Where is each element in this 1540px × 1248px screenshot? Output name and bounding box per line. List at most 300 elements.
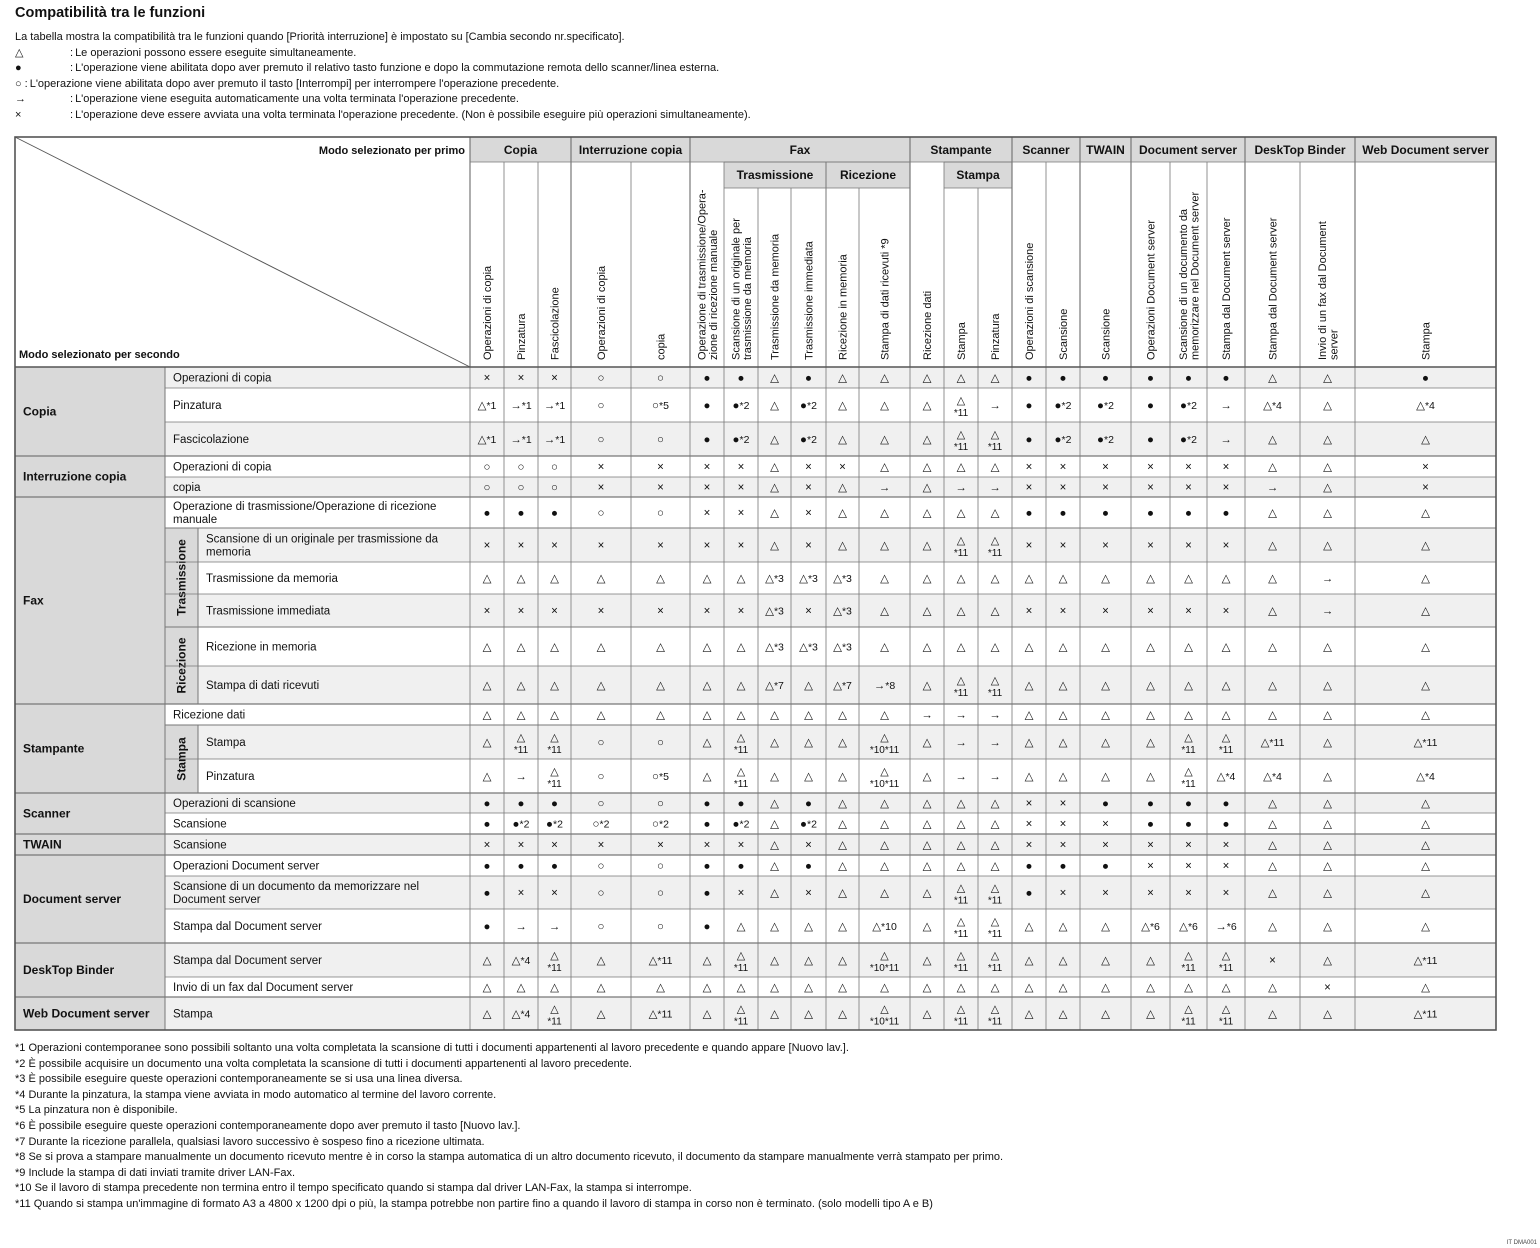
cell-symbol: △: [838, 372, 847, 385]
cell-symbol: →: [989, 400, 1001, 412]
cell-symbol: ○: [597, 400, 605, 412]
cell-symbol: →: [510, 400, 522, 412]
cell-symbol: △: [880, 605, 889, 618]
cell-symbol: △: [880, 950, 889, 962]
cell-symbol: △: [550, 950, 559, 962]
cell-symbol: △: [770, 434, 779, 446]
row-label: Document server: [173, 894, 261, 906]
cell-symbol: △: [922, 982, 932, 994]
cell-symbol: ×: [1147, 605, 1154, 618]
row-background: [165, 666, 1496, 704]
cell-note: *11: [733, 1016, 749, 1028]
cell-symbol: →: [921, 709, 933, 722]
cell-value: [1059, 710, 1069, 722]
cell-value: [1223, 840, 1230, 852]
cell-value: [1323, 888, 1333, 900]
cell-value: [1268, 606, 1278, 618]
cell-value: [1026, 540, 1033, 552]
cell-symbol: ●: [805, 860, 812, 873]
cell-symbol: →: [873, 680, 886, 692]
cell-value: [1223, 888, 1230, 900]
cell-value: [1215, 921, 1237, 933]
cell-symbol: △: [702, 709, 712, 722]
cell-value: [957, 798, 967, 810]
cell-note: *11: [987, 929, 1003, 940]
cell-symbol: △: [1141, 921, 1150, 933]
cell-symbol: △: [736, 766, 746, 778]
cell-symbol: ×: [737, 887, 745, 900]
cell-value: [1055, 400, 1072, 412]
cell-value: [957, 861, 967, 873]
row-label: Pinzatura: [173, 400, 222, 412]
cell-symbol: ●: [1097, 434, 1105, 446]
cell-symbol: ×: [805, 839, 812, 852]
cell-value: [1222, 573, 1232, 585]
cell-symbol: ●: [737, 798, 745, 810]
cell-symbol: ×: [1422, 482, 1429, 494]
cell-symbol: △: [1221, 641, 1231, 654]
cell-symbol: ○: [597, 507, 605, 520]
cell-value: [649, 955, 673, 967]
cell-symbol: △: [922, 680, 932, 692]
cell-value: [1025, 642, 1035, 654]
cell-symbol: ×: [1059, 482, 1067, 494]
cell-symbol: ×: [1059, 818, 1067, 831]
cell-value: [1414, 1009, 1438, 1021]
cell-value: [805, 373, 812, 385]
cell-symbol: ×: [805, 507, 812, 520]
cell-symbol: ●: [1059, 372, 1067, 385]
row-background: [165, 855, 1496, 876]
column-header: server: [1328, 329, 1341, 360]
cell-value: [551, 888, 558, 900]
cell-symbol: △: [736, 680, 746, 692]
cell-value: [1102, 462, 1109, 474]
cell-note: *4: [520, 955, 531, 967]
cell-value: [838, 710, 848, 722]
cell-value: [1102, 840, 1109, 852]
cell-value: [1323, 680, 1333, 692]
cell-symbol: △: [482, 1008, 492, 1021]
cell-value: [1097, 434, 1114, 446]
cell-value: [518, 462, 525, 474]
cell-value: [1323, 819, 1333, 831]
cell-symbol: ×: [703, 839, 711, 852]
cell-value: [598, 840, 605, 852]
cell-value: [799, 573, 818, 585]
cell-symbol: △: [770, 709, 779, 722]
cell-symbol: ×: [737, 461, 745, 474]
legend-symbol: →: [15, 93, 26, 105]
cell-symbol: △: [1024, 982, 1034, 994]
cell-note: *3: [807, 573, 818, 585]
cell-value: [704, 400, 711, 412]
cell-symbol: △: [1058, 921, 1068, 933]
cell-note: *11: [547, 779, 562, 790]
row-label: Stampa dal Document server: [173, 921, 322, 933]
cell-value: [1102, 798, 1109, 810]
cell-symbol: △: [596, 709, 606, 722]
cell-value: [704, 373, 711, 385]
cell-value: [1026, 462, 1033, 474]
cell-symbol: ×: [1059, 540, 1067, 552]
legend-separator: :: [70, 108, 74, 121]
cell-value: [1268, 888, 1278, 900]
column-group-header: Scanner: [1022, 143, 1070, 157]
cell-symbol: ×: [657, 482, 664, 494]
cell-note: *2: [1104, 400, 1114, 412]
cell-note: *11: [547, 745, 562, 756]
cell-symbol: △: [880, 798, 889, 810]
cell-value: [657, 508, 664, 520]
cell-symbol: ×: [1147, 540, 1154, 552]
cell-value: [1060, 482, 1067, 494]
cell-value: [804, 1009, 814, 1021]
cell-symbol: →: [989, 737, 1001, 749]
cell-value: [1223, 606, 1230, 618]
cell-note: *10: [881, 921, 897, 933]
cell-symbol: ●: [1222, 818, 1230, 831]
cell-note: *11: [953, 963, 969, 974]
cell-symbol: △: [1421, 921, 1430, 933]
cell-value: [1146, 642, 1156, 654]
cell-symbol: △: [1263, 771, 1272, 783]
cell-symbol: △: [956, 395, 966, 407]
cell-symbol: ×: [597, 461, 605, 474]
cell-symbol: ×: [1102, 482, 1109, 494]
cell-value: [880, 573, 890, 585]
cell-value: [1147, 462, 1154, 474]
cell-note: *3: [841, 605, 852, 618]
column-header: Pinzatura: [990, 313, 1002, 360]
cell-symbol: △: [702, 771, 712, 783]
cell-value: [833, 573, 852, 585]
cell-symbol: △: [922, 818, 932, 831]
cell-value: [770, 400, 780, 412]
cell-value: [1185, 798, 1192, 810]
cell-value: [703, 680, 713, 692]
cell-symbol: ○: [517, 461, 525, 474]
cell-symbol: ●: [483, 818, 491, 831]
cell-value: [804, 771, 814, 783]
cell-symbol: △: [1184, 680, 1193, 692]
cell-symbol: △: [1268, 605, 1277, 618]
cell-value: [1025, 955, 1035, 967]
cell-symbol: △: [1058, 573, 1068, 585]
cell-symbol: ○: [597, 737, 605, 749]
cell-symbol: ●: [1185, 818, 1192, 831]
cell-value: [804, 680, 814, 692]
column-header: Operazione di trasmissione/Opera-: [696, 189, 709, 360]
cell-symbol: →: [515, 771, 527, 783]
cell-symbol: △: [770, 540, 779, 552]
cell-value: [593, 819, 610, 831]
cell-symbol: △: [1058, 641, 1068, 654]
cell-value: [923, 606, 933, 618]
legend-symbol: △: [15, 46, 24, 59]
cell-symbol: ×: [657, 540, 664, 552]
row-background: [165, 997, 1496, 1030]
legend-symbol: ●: [15, 62, 22, 74]
cell-value: [551, 508, 558, 520]
cell-note: *5: [659, 771, 669, 783]
cell-value: [1147, 400, 1154, 412]
footnote: *3 È possibile eseguire queste operazioni contemporaneamente se si usa una linea diversa.: [15, 1073, 463, 1086]
cell-symbol: △: [880, 818, 889, 831]
cell-symbol: △: [838, 507, 847, 520]
cell-symbol: △: [1323, 540, 1332, 552]
cell-symbol: △: [1260, 737, 1270, 749]
column-header: Stampa: [956, 322, 968, 360]
cell-symbol: △: [838, 709, 847, 722]
cell-value: [517, 710, 527, 722]
cell-value: [838, 982, 848, 994]
cell-symbol: △: [482, 709, 492, 722]
cell-symbol: ●: [1102, 860, 1109, 873]
cell-value: [657, 462, 664, 474]
cell-value: [1025, 737, 1035, 749]
cell-value: [770, 434, 780, 446]
cell-symbol: △: [1146, 641, 1155, 654]
cell-value: [738, 861, 745, 873]
cell-symbol: △: [880, 887, 889, 900]
cell-symbol: △: [1268, 839, 1277, 852]
cell-symbol: ○: [657, 798, 664, 810]
cell-value: [1102, 606, 1109, 618]
cell-note: *11: [953, 548, 969, 559]
cell-note: *2: [739, 818, 750, 831]
column-header: Stampa: [1420, 322, 1433, 360]
cell-value: [738, 508, 745, 520]
cell-symbol: △: [922, 860, 932, 873]
cell-symbol: △: [648, 955, 658, 967]
cell-symbol: →: [955, 709, 967, 722]
cell-value: [1323, 798, 1333, 810]
cell-value: [1059, 737, 1069, 749]
cell-symbol: ×: [1025, 540, 1033, 552]
cell-note: *2: [553, 818, 563, 831]
cell-symbol: ×: [551, 839, 558, 852]
column-header: zione di ricezione manuale: [707, 229, 720, 360]
footnote: *10 Se il lavoro di stampa precedente non termina entro il tempo specificato quando si stampa dal driver LAN-Fax, la stampa si interrompe.: [15, 1182, 692, 1195]
cell-note: *11: [953, 688, 969, 699]
cell-symbol: △: [804, 709, 813, 722]
cell-value: [598, 434, 605, 446]
cell-value: [880, 373, 890, 385]
cell-value: [1185, 508, 1192, 520]
cell-value: [1421, 840, 1431, 852]
cell-value: [1146, 573, 1156, 585]
cell-symbol: ●: [1147, 798, 1154, 810]
cell-symbol: △: [482, 737, 492, 749]
cell-symbol: ×: [1147, 482, 1154, 494]
cell-symbol: △: [1216, 771, 1226, 783]
cell-symbol: △: [804, 771, 813, 783]
cell-note: *11: [1218, 745, 1234, 756]
cell-note: *2: [739, 400, 750, 412]
cell-value: [484, 819, 491, 831]
cell-symbol: △: [1146, 680, 1155, 692]
cell-symbol: △: [1323, 921, 1332, 933]
column-header: Pinzatura: [516, 313, 528, 360]
cell-value: [923, 819, 933, 831]
cell-symbol: △: [1221, 1003, 1231, 1016]
column-header: Trasmissione da memoria: [769, 233, 782, 360]
cell-value: [1323, 1009, 1333, 1021]
cell-symbol: △: [922, 461, 932, 474]
cell-symbol: △: [1421, 798, 1430, 810]
cell-value: [704, 888, 711, 900]
cell-value: [737, 710, 747, 722]
cell-value: [1223, 540, 1230, 552]
cell-value: [991, 819, 1001, 831]
cell-symbol: △: [770, 372, 779, 385]
column-group-header: Copia: [503, 143, 538, 157]
row-background: [165, 834, 1496, 855]
cell-symbol: △: [922, 955, 932, 967]
cell-symbol: △: [956, 535, 966, 547]
cell-symbol: △: [656, 573, 665, 585]
cell-value: [1025, 1009, 1035, 1021]
row-label: Ricezione in memoria: [206, 641, 317, 654]
row-group-header: Copia: [23, 404, 57, 419]
cell-symbol: ×: [1059, 605, 1067, 618]
cell-symbol: →: [1220, 434, 1232, 446]
cell-symbol: ●: [1147, 434, 1154, 446]
cell-value: [1263, 400, 1282, 412]
cell-value: [598, 921, 605, 933]
column-header: Operazioni Document server: [1145, 219, 1158, 360]
cell-symbol: ●: [1422, 372, 1429, 385]
cell-symbol: △: [770, 921, 779, 933]
cell-value: [483, 642, 493, 654]
cell-symbol: △: [922, 605, 932, 618]
cell-value: [544, 400, 566, 412]
cell-symbol: ●: [483, 887, 491, 900]
cell-symbol: →: [989, 771, 1001, 783]
cell-symbol: △: [838, 737, 847, 749]
cell-symbol: ×: [737, 839, 745, 852]
cell-symbol: △: [1058, 982, 1068, 994]
cell-symbol: △: [1184, 709, 1193, 722]
cell-value: [1268, 861, 1278, 873]
cell-symbol: ○: [652, 400, 660, 412]
cell-value: [1025, 921, 1035, 933]
cell-symbol: △: [1221, 680, 1231, 692]
cell-value: [1060, 861, 1067, 873]
cell-symbol: △: [990, 429, 1000, 441]
cell-value: [704, 798, 711, 810]
cell-value: [839, 462, 846, 474]
column-header: Scansione: [1058, 308, 1070, 360]
cell-symbol: ×: [1422, 461, 1429, 474]
cell-value: [991, 861, 1001, 873]
cell-value: [1223, 798, 1230, 810]
cell-value: [805, 888, 812, 900]
cell-symbol: ×: [1059, 839, 1067, 852]
cell-value: [1060, 508, 1067, 520]
cell-value: [1421, 819, 1431, 831]
cell-value: [1101, 771, 1111, 783]
cell-symbol: ×: [737, 605, 745, 618]
cell-symbol: △: [1413, 955, 1423, 967]
cell-symbol: →: [1266, 482, 1279, 494]
cell-value: [1223, 373, 1230, 385]
cell-value: [517, 573, 527, 585]
cell-value: [991, 373, 1001, 385]
cell-value: [1147, 888, 1154, 900]
cell-symbol: △: [1421, 887, 1430, 900]
cell-symbol: △: [656, 982, 665, 994]
row-background: [165, 422, 1496, 456]
cell-value: [957, 573, 967, 585]
cell-value: [1421, 798, 1431, 810]
cell-value: [1026, 798, 1033, 810]
cell-symbol: ×: [1185, 887, 1192, 900]
column-header: Scansione di un originale per: [730, 218, 743, 360]
cell-symbol: △: [990, 950, 1000, 962]
cell-value: [1222, 680, 1232, 692]
cell-value: [598, 373, 605, 385]
cell-symbol: △: [1268, 507, 1277, 520]
cell-value: [1220, 400, 1232, 412]
cell-symbol: △: [1221, 950, 1231, 962]
cell-symbol: △: [880, 766, 889, 778]
cell-symbol: ×: [703, 605, 711, 618]
cell-symbol: △: [770, 1008, 779, 1021]
cell-symbol: △: [770, 737, 779, 749]
cell-value: [1026, 840, 1033, 852]
cell-symbol: △: [1101, 1008, 1110, 1021]
cell-symbol: ×: [1059, 461, 1067, 474]
cell-value: [799, 642, 818, 654]
cell-symbol: ×: [517, 887, 525, 900]
cell-symbol: △: [736, 641, 746, 654]
cell-value: [1060, 373, 1067, 385]
cell-value: [957, 642, 967, 654]
cell-value: [1060, 606, 1067, 618]
row-background: [165, 725, 1496, 759]
cell-symbol: ●: [1054, 434, 1062, 446]
cell-value: [1060, 798, 1067, 810]
cell-symbol: △: [1323, 709, 1332, 722]
cell-symbol: →: [1321, 605, 1334, 618]
cell-value: [923, 1009, 933, 1021]
cell-value: [598, 861, 605, 873]
cell-value: [880, 798, 890, 810]
cell-value: [1059, 573, 1069, 585]
cell-symbol: ×: [1185, 860, 1192, 873]
cell-value: [1185, 840, 1192, 852]
row-group-header: TWAIN: [23, 837, 62, 852]
cell-value: [1060, 540, 1067, 552]
cell-symbol: ×: [737, 482, 745, 494]
legend-symbol: ○: [15, 77, 22, 90]
cell-symbol: △: [477, 400, 487, 412]
cell-value: [1421, 508, 1431, 520]
cell-symbol: △: [1101, 641, 1110, 654]
cell-value: [1102, 888, 1109, 900]
cell-note: *2: [1061, 400, 1072, 412]
cell-symbol: △: [956, 641, 966, 654]
cell-value: [704, 840, 711, 852]
cell-symbol: ×: [1147, 860, 1154, 873]
cell-note: *11: [987, 895, 1003, 907]
row-background: [165, 909, 1496, 943]
row-label: Operazioni di copia: [173, 461, 272, 474]
cell-value: [737, 573, 747, 585]
cell-value: [1147, 798, 1154, 810]
